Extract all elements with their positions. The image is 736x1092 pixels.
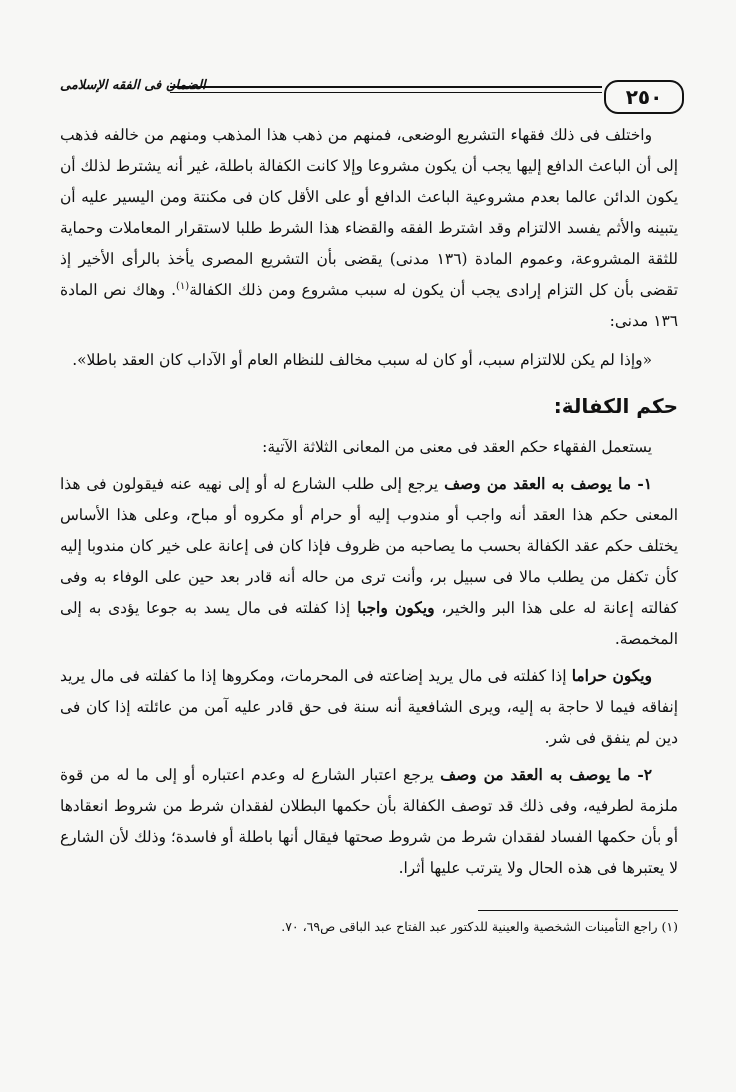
bold-phrase: ويكون واجبا (357, 599, 435, 617)
running-title: الضمان فى الفقه الإسلامى (60, 78, 206, 93)
list-item-lead: ٢- ما يوصف به العقد من وصف (440, 766, 652, 784)
list-item (60, 760, 678, 884)
list-item (60, 469, 678, 655)
paragraph: يستعمل الفقهاء حكم العقد فى معنى من المعانى الثلاثة الآتية: (262, 438, 652, 456)
quoted-article: «وإذا لم يكن للالتزام سبب، أو كان له سبب مخالف للنظام العام أو الآداب كان العقد باطلا». (72, 351, 652, 369)
footnote-divider (478, 910, 678, 911)
paragraph-text: إذا كفلته فى مال يريد إضاعته فى المحرمات، ومكروها إذا ما كفلته فى مال يريد إنفاقه فيما لا حاجة به إليه، ويرى الشافعية أنه سنة فى حق قادر عليه آمن من عائلته إذا كان فى دين لم ينفق فى شر. (60, 667, 678, 747)
list-item-lead: ١- ما يوصف به العقد من وصف (444, 475, 652, 493)
page-number: ٢٥٠ (604, 80, 684, 114)
paragraph (60, 661, 678, 754)
paragraph (60, 120, 678, 337)
document-page (60, 70, 678, 937)
footnote: (١) راجع التأمينات الشخصية والعينية للدكتور عبد الفتاح عبد الباقى ص٦٩، ٧٠. (281, 919, 678, 934)
paragraph-text: إذا كفلته فى مال يسد به جوعا يؤدى به إلى المخمصة. (60, 599, 678, 648)
page-header (60, 70, 678, 120)
section-heading: حكم الكفالة: (553, 394, 678, 418)
paragraph-text: . وهاك نص المادة ١٣٦ مدنى: (60, 281, 678, 330)
paragraph-text: يرجع إلى طلب الشارع له أو إلى نهيه عنه فيقولون فى هذا المعنى حكم هذا العقد أنه واجب أو مندوب إليه أو حرام أو مكروه أو مباح، وعلى هذا الأساس يختلف حكم عقد الكفالة بحسب ما يصاحبه من ظروف فإذا كان فى إعانة على خير كان مندوبا إليه كأن تكفل من يطلب مالا فى سبيل بر، وأنت ترى من حاله أنه قادر بعد حين على الوفاء به وفى كفالته إعانة له على هذا البر والخير، (60, 475, 678, 617)
header-rule (170, 86, 602, 93)
paragraph-text: يرجع اعتبار الشارع له وعدم اعتباره أو إلى ما له من قوة ملزمة لطرفيه، وفى ذلك قد توصف الكفالة بأن حكمها البطلان لفقدان شرط من شروط انعقادها أو بأن حكمها الفساد لفقدان شرط من شروط صحتها فيقال أنها باطلة أو فاسدة؛ وذلك لأن الشارع لا يعتبرها فى هذه الحال ولا يترتب عليها أثرا. (60, 766, 678, 877)
paragraph-text: واختلف فى ذلك فقهاء التشريع الوضعى، فمنهم من ذهب هذا المذهب ومنهم من خالفه فذهب إلى أن الباعث الدافع إليها يجب أن يكون مشروعا وإلا كانت الكفالة باطلة، غير أنه يشترط لذلك أن يكون الدائن عالما بعدم مشروعية الباعث الدافع أو على الأقل كان فى مكنتة ومن اليسير عليه أن يتبينه والأثم يفسد الالتزام وقد اشترط الفقه والقضاء هذا الشرط طلبا لاستقرار المعاملات وحماية للثقة المشروعة، وعموم المادة (١٣٦ مدنى) يقضى بأن التشريع المصرى يأخذ بالرأى الأخير إذ تقضى بأن كل التزام إرادى يجب أن يكون له سبب مشروع ومن ذلك الكفالة (60, 126, 678, 299)
footnote-ref: (١) (176, 280, 190, 292)
body-text (60, 120, 678, 937)
bold-phrase: ويكون حراما (571, 667, 652, 685)
